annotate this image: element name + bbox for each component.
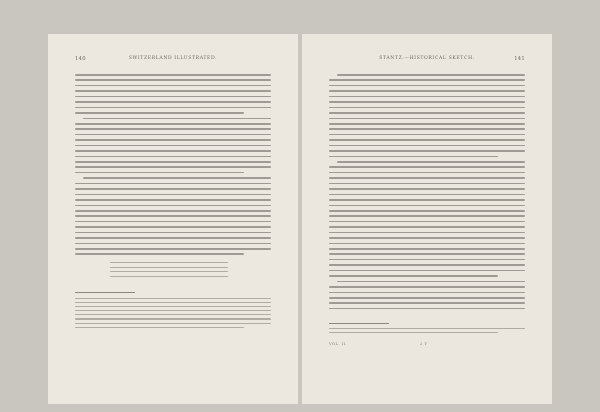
text-line xyxy=(329,210,525,212)
left-page xyxy=(48,34,298,404)
text-line xyxy=(329,286,525,288)
text-line xyxy=(75,243,271,245)
text-line xyxy=(75,139,271,141)
text-line xyxy=(329,308,525,310)
text-line xyxy=(75,134,271,136)
left-footnote-rule xyxy=(75,292,135,293)
text-line xyxy=(329,215,525,217)
text-line xyxy=(329,107,525,109)
right-page xyxy=(302,34,552,404)
text-line xyxy=(75,107,271,109)
text-line xyxy=(75,166,271,168)
text-line xyxy=(329,253,525,255)
right-signature-right: 2 Y xyxy=(420,342,428,346)
text-line xyxy=(110,267,228,268)
text-line xyxy=(75,194,271,196)
text-line xyxy=(75,318,271,319)
text-line xyxy=(329,297,525,299)
text-line xyxy=(75,112,244,114)
text-line xyxy=(75,298,271,299)
text-line xyxy=(329,328,525,329)
text-line xyxy=(75,161,271,163)
text-line xyxy=(75,128,271,130)
text-line xyxy=(75,85,271,87)
text-line xyxy=(75,150,271,152)
text-line xyxy=(329,183,525,185)
text-line xyxy=(110,262,228,263)
left-running-head xyxy=(75,56,271,64)
text-line xyxy=(75,90,271,92)
text-line xyxy=(75,323,271,324)
text-line xyxy=(75,145,271,147)
text-line xyxy=(75,183,271,185)
text-line xyxy=(75,188,271,190)
text-line xyxy=(75,74,271,76)
text-line xyxy=(329,134,525,136)
text-line xyxy=(75,306,271,307)
left-page-number: 140 xyxy=(75,56,86,62)
right-body-text xyxy=(329,74,525,313)
text-line xyxy=(75,221,271,223)
left-verse xyxy=(110,262,228,281)
right-footnote-text xyxy=(329,328,525,336)
text-line xyxy=(75,314,271,315)
text-line xyxy=(329,188,525,190)
text-line xyxy=(75,310,271,311)
text-line xyxy=(329,194,525,196)
text-line xyxy=(75,327,244,328)
text-line xyxy=(329,123,525,125)
left-body-text xyxy=(75,74,271,259)
text-line xyxy=(329,118,525,120)
text-line xyxy=(75,302,271,303)
text-line xyxy=(329,96,525,98)
text-line xyxy=(110,276,228,277)
text-line xyxy=(329,166,525,168)
text-line xyxy=(75,156,271,158)
text-line xyxy=(329,128,525,130)
text-line xyxy=(83,118,271,120)
text-line xyxy=(75,123,271,125)
text-line xyxy=(75,205,271,207)
text-line xyxy=(329,177,525,179)
text-line xyxy=(329,275,498,277)
text-line xyxy=(329,145,525,147)
text-line xyxy=(329,112,525,114)
text-line xyxy=(75,237,271,239)
text-line xyxy=(75,79,271,81)
text-line xyxy=(329,226,525,228)
text-line xyxy=(75,232,271,234)
text-line xyxy=(337,74,525,76)
text-line xyxy=(329,292,525,294)
text-line xyxy=(83,177,271,179)
text-line xyxy=(329,243,525,245)
text-line xyxy=(329,248,525,250)
text-line xyxy=(329,79,525,81)
text-line xyxy=(75,101,271,103)
right-running-title: STANTZ.—HISTORICAL SKETCH. xyxy=(379,56,475,61)
right-footnote-rule xyxy=(329,323,389,324)
text-line xyxy=(75,172,244,174)
right-signature-left: VOL. II. xyxy=(329,342,348,346)
text-line xyxy=(329,232,525,234)
text-line xyxy=(329,172,525,174)
right-running-head xyxy=(329,56,525,64)
text-line xyxy=(329,156,498,158)
text-line xyxy=(329,332,498,333)
text-line xyxy=(337,281,525,283)
text-line xyxy=(329,101,525,103)
text-line xyxy=(329,205,525,207)
text-line xyxy=(337,161,525,163)
text-line xyxy=(75,215,271,217)
text-line xyxy=(329,90,525,92)
text-line xyxy=(75,199,271,201)
text-line xyxy=(75,226,271,228)
left-running-title: SWITZERLAND ILLUSTRATED. xyxy=(128,56,218,61)
text-line xyxy=(329,302,525,304)
right-page-number: 141 xyxy=(514,56,525,62)
text-line xyxy=(75,248,271,250)
text-line xyxy=(329,150,525,152)
text-line xyxy=(329,264,525,266)
text-line xyxy=(329,221,525,223)
text-line xyxy=(329,237,525,239)
text-line xyxy=(329,199,525,201)
text-line xyxy=(329,259,525,261)
text-line xyxy=(329,85,525,87)
text-line xyxy=(75,253,244,255)
left-footnote-text xyxy=(75,298,271,331)
text-line xyxy=(329,139,525,141)
text-line xyxy=(75,96,271,98)
text-line xyxy=(110,271,228,272)
text-line xyxy=(75,210,271,212)
text-line xyxy=(329,270,525,272)
